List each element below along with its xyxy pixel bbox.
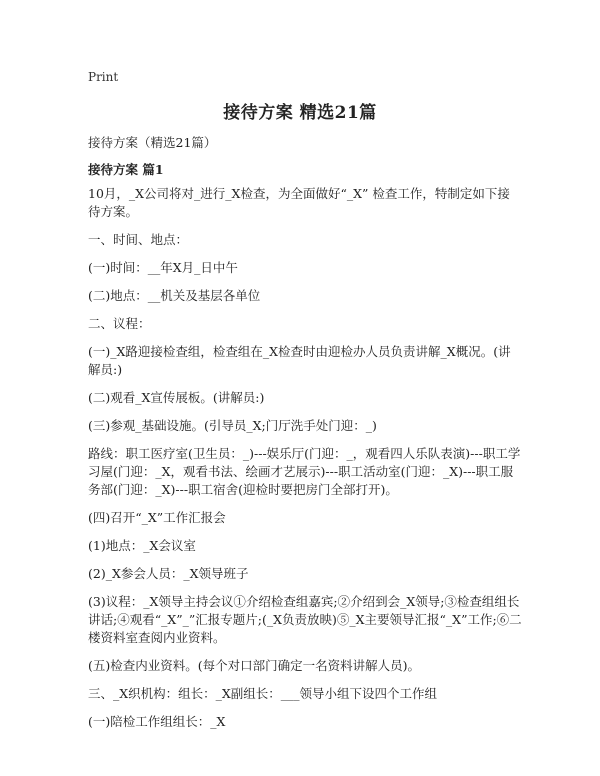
print-label: Print — [88, 70, 119, 84]
document-title: 接待方案 精选21篇 — [223, 103, 377, 123]
paragraph: (3)议程：_X领导主持会议①介绍检查组嘉宾;②介绍到会_X领导;③检查组组长讲话;④观看“_X”_”汇报专题片;(_X负责放映)⑤_X主要领导汇报“_X”工作;⑥二楼资料室查阅内业资料。 — [88, 594, 522, 645]
document-subtitle: 接待方案（精选21篇） — [88, 135, 217, 150]
paragraph: (四)召开“_X”工作汇报会 — [88, 510, 226, 525]
paragraph: (2)_X参会人员：_X领导班子 — [88, 566, 249, 581]
paragraph: (三)参观_基础设施。(引导员_X;门厅洗手处门迎：_) — [88, 418, 377, 433]
paragraph: (一)陪检工作组组长：_X — [88, 714, 226, 729]
paragraph: 10月，_X公司将对_进行_X检查，为全面做好“_X” 检查工作，特制定如下接待方案。 — [88, 186, 510, 219]
paragraph: 二、议程： — [88, 316, 151, 331]
paragraph: 路线：职工医疗室(卫生员：_)---娱乐厅(门迎：_，观看四人乐队表演)---职工学习屋(门迎：_X，观看书法、绘画才艺展示)---职工活动室(门迎：_X)---职工服务部(门迎：_X)---职工宿舍(迎检时要把房门全部打开)。 — [88, 446, 521, 497]
paragraph: (一)_X路迎接检查组，检查组在_X检查时由迎检办人员负责讲解_X概况。(讲解员:) — [88, 344, 511, 377]
paragraph: 三、_X织机构：组长：_X副组长：___领导小组下设四个工作组 — [88, 686, 438, 701]
section-heading: 接待方案 篇1 — [88, 162, 164, 177]
paragraph: (二)地点：__机关及基层各单位 — [88, 288, 261, 303]
document-body — [88, 185, 522, 741]
paragraph: 一、时间、地点： — [88, 232, 189, 247]
paragraph: (1)地点：_X会议室 — [88, 538, 196, 553]
paragraph: (一)时间：__年X月_日中午 — [88, 260, 238, 275]
paragraph: (五)检查内业资料。(每个对口部门确定一名资料讲解人员)。 — [88, 658, 421, 673]
paragraph: (二)观看_X宣传展板。(讲解员:) — [88, 390, 265, 405]
